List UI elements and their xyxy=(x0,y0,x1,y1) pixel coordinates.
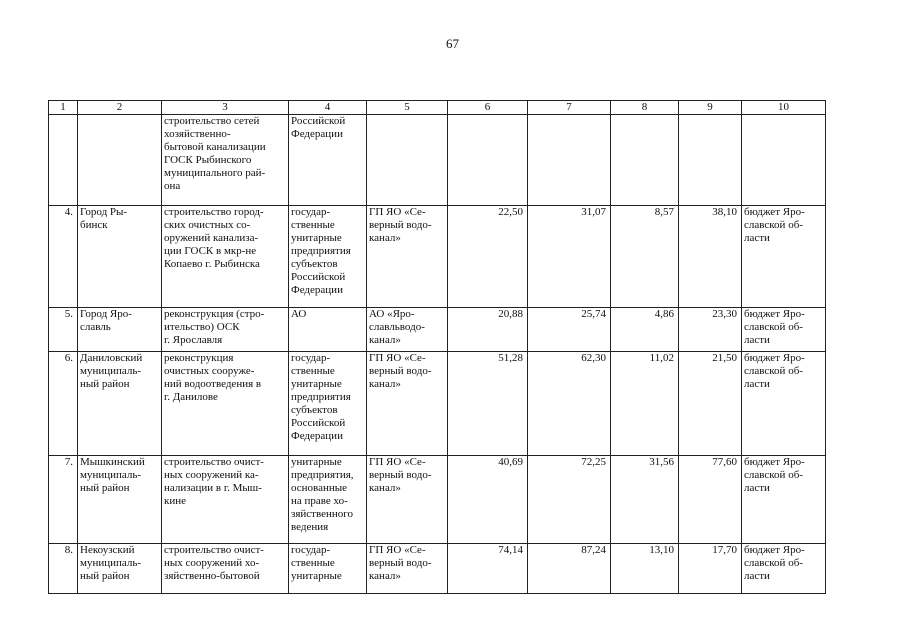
value-cell: 13,10 xyxy=(611,544,679,594)
table-row xyxy=(49,352,826,456)
row-number-cell: 5. xyxy=(49,308,78,352)
funding-source-cell: бюджет Яро- славской об- ласти xyxy=(742,308,826,352)
value-cell: 22,50 xyxy=(448,206,528,308)
value-cell: 4,86 xyxy=(611,308,679,352)
project-cell: строительство город- ских очистных со- оружений канализа- ции ГОСК в мкр-не Копаево г. Рыбинска xyxy=(162,206,289,308)
header-cell: 2 xyxy=(78,101,162,115)
value-cell: 72,25 xyxy=(528,456,611,544)
value-cell: 20,88 xyxy=(448,308,528,352)
value-cell: 11,02 xyxy=(611,352,679,456)
value-cell: 77,60 xyxy=(679,456,742,544)
header-cell: 5 xyxy=(367,101,448,115)
row-number-cell: 6. xyxy=(49,352,78,456)
value-cell xyxy=(679,115,742,206)
organization-cell: ГП ЯО «Се- верный водо- канал» xyxy=(367,456,448,544)
project-cell: реконструкция (стро- ительство) ОСК г. Ярославля xyxy=(162,308,289,352)
funding-source-cell: бюджет Яро- славской об- ласти xyxy=(742,544,826,594)
municipality-cell: Мышкинский муниципаль- ный район xyxy=(78,456,162,544)
value-cell: 31,07 xyxy=(528,206,611,308)
org-type-cell: государ- ственные унитарные предприятия субъектов Российской Федерации xyxy=(289,206,367,308)
org-type-cell: АО xyxy=(289,308,367,352)
table-header-row xyxy=(49,101,826,115)
table-row xyxy=(49,115,826,206)
header-cell: 6 xyxy=(448,101,528,115)
value-cell: 8,57 xyxy=(611,206,679,308)
organization-cell xyxy=(367,115,448,206)
organization-cell: ГП ЯО «Се- верный водо- канал» xyxy=(367,206,448,308)
funding-source-cell: бюджет Яро- славской об- ласти xyxy=(742,352,826,456)
row-number-cell: 4. xyxy=(49,206,78,308)
data-table xyxy=(48,100,826,594)
value-cell: 23,30 xyxy=(679,308,742,352)
municipality-cell: Некоузский муниципаль- ный район xyxy=(78,544,162,594)
org-type-cell: государ- ственные унитарные предприятия субъектов Российской Федерации xyxy=(289,352,367,456)
header-cell: 1 xyxy=(49,101,78,115)
row-number-cell: 8. xyxy=(49,544,78,594)
organization-cell: АО «Яро- славльводо- канал» xyxy=(367,308,448,352)
municipality-cell xyxy=(78,115,162,206)
value-cell xyxy=(528,115,611,206)
header-cell: 7 xyxy=(528,101,611,115)
municipality-cell: Город Ры- бинск xyxy=(78,206,162,308)
value-cell: 87,24 xyxy=(528,544,611,594)
value-cell: 38,10 xyxy=(679,206,742,308)
value-cell: 74,14 xyxy=(448,544,528,594)
project-cell: строительство очист- ных сооружений хо- зяйственно-бытовой xyxy=(162,544,289,594)
organization-cell: ГП ЯО «Се- верный водо- канал» xyxy=(367,352,448,456)
value-cell: 40,69 xyxy=(448,456,528,544)
project-cell: строительство очист- ных сооружений ка- нализации в г. Мыш- кине xyxy=(162,456,289,544)
table-row xyxy=(49,456,826,544)
value-cell: 25,74 xyxy=(528,308,611,352)
project-cell: строительство сетей хозяйственно- бытовой канализации ГОСК Рыбинского муниципального рай- она xyxy=(162,115,289,206)
page-number: 67 xyxy=(446,36,459,51)
org-type-cell: унитарные предприятия, основанные на праве хо- зяйственного ведения xyxy=(289,456,367,544)
value-cell: 21,50 xyxy=(679,352,742,456)
table-row xyxy=(49,544,826,594)
municipality-cell: Город Яро- славль xyxy=(78,308,162,352)
header-cell: 3 xyxy=(162,101,289,115)
funding-source-cell xyxy=(742,115,826,206)
funding-source-cell: бюджет Яро- славской об- ласти xyxy=(742,456,826,544)
row-number-cell: 7. xyxy=(49,456,78,544)
funding-source-cell: бюджет Яро- славской об- ласти xyxy=(742,206,826,308)
project-cell: реконструкция очистных сооруже- ний водоотведения в г. Данилове xyxy=(162,352,289,456)
municipality-cell: Даниловский муниципаль- ный район xyxy=(78,352,162,456)
value-cell: 51,28 xyxy=(448,352,528,456)
value-cell: 62,30 xyxy=(528,352,611,456)
header-cell: 9 xyxy=(679,101,742,115)
organization-cell: ГП ЯО «Се- верный водо- канал» xyxy=(367,544,448,594)
header-cell: 8 xyxy=(611,101,679,115)
value-cell: 31,56 xyxy=(611,456,679,544)
org-type-cell: Российской Федерации xyxy=(289,115,367,206)
header-cell: 10 xyxy=(742,101,826,115)
value-cell: 17,70 xyxy=(679,544,742,594)
value-cell xyxy=(611,115,679,206)
org-type-cell: государ- ственные унитарные xyxy=(289,544,367,594)
table-row xyxy=(49,206,826,308)
table-row xyxy=(49,308,826,352)
value-cell xyxy=(448,115,528,206)
row-number-cell xyxy=(49,115,78,206)
header-cell: 4 xyxy=(289,101,367,115)
